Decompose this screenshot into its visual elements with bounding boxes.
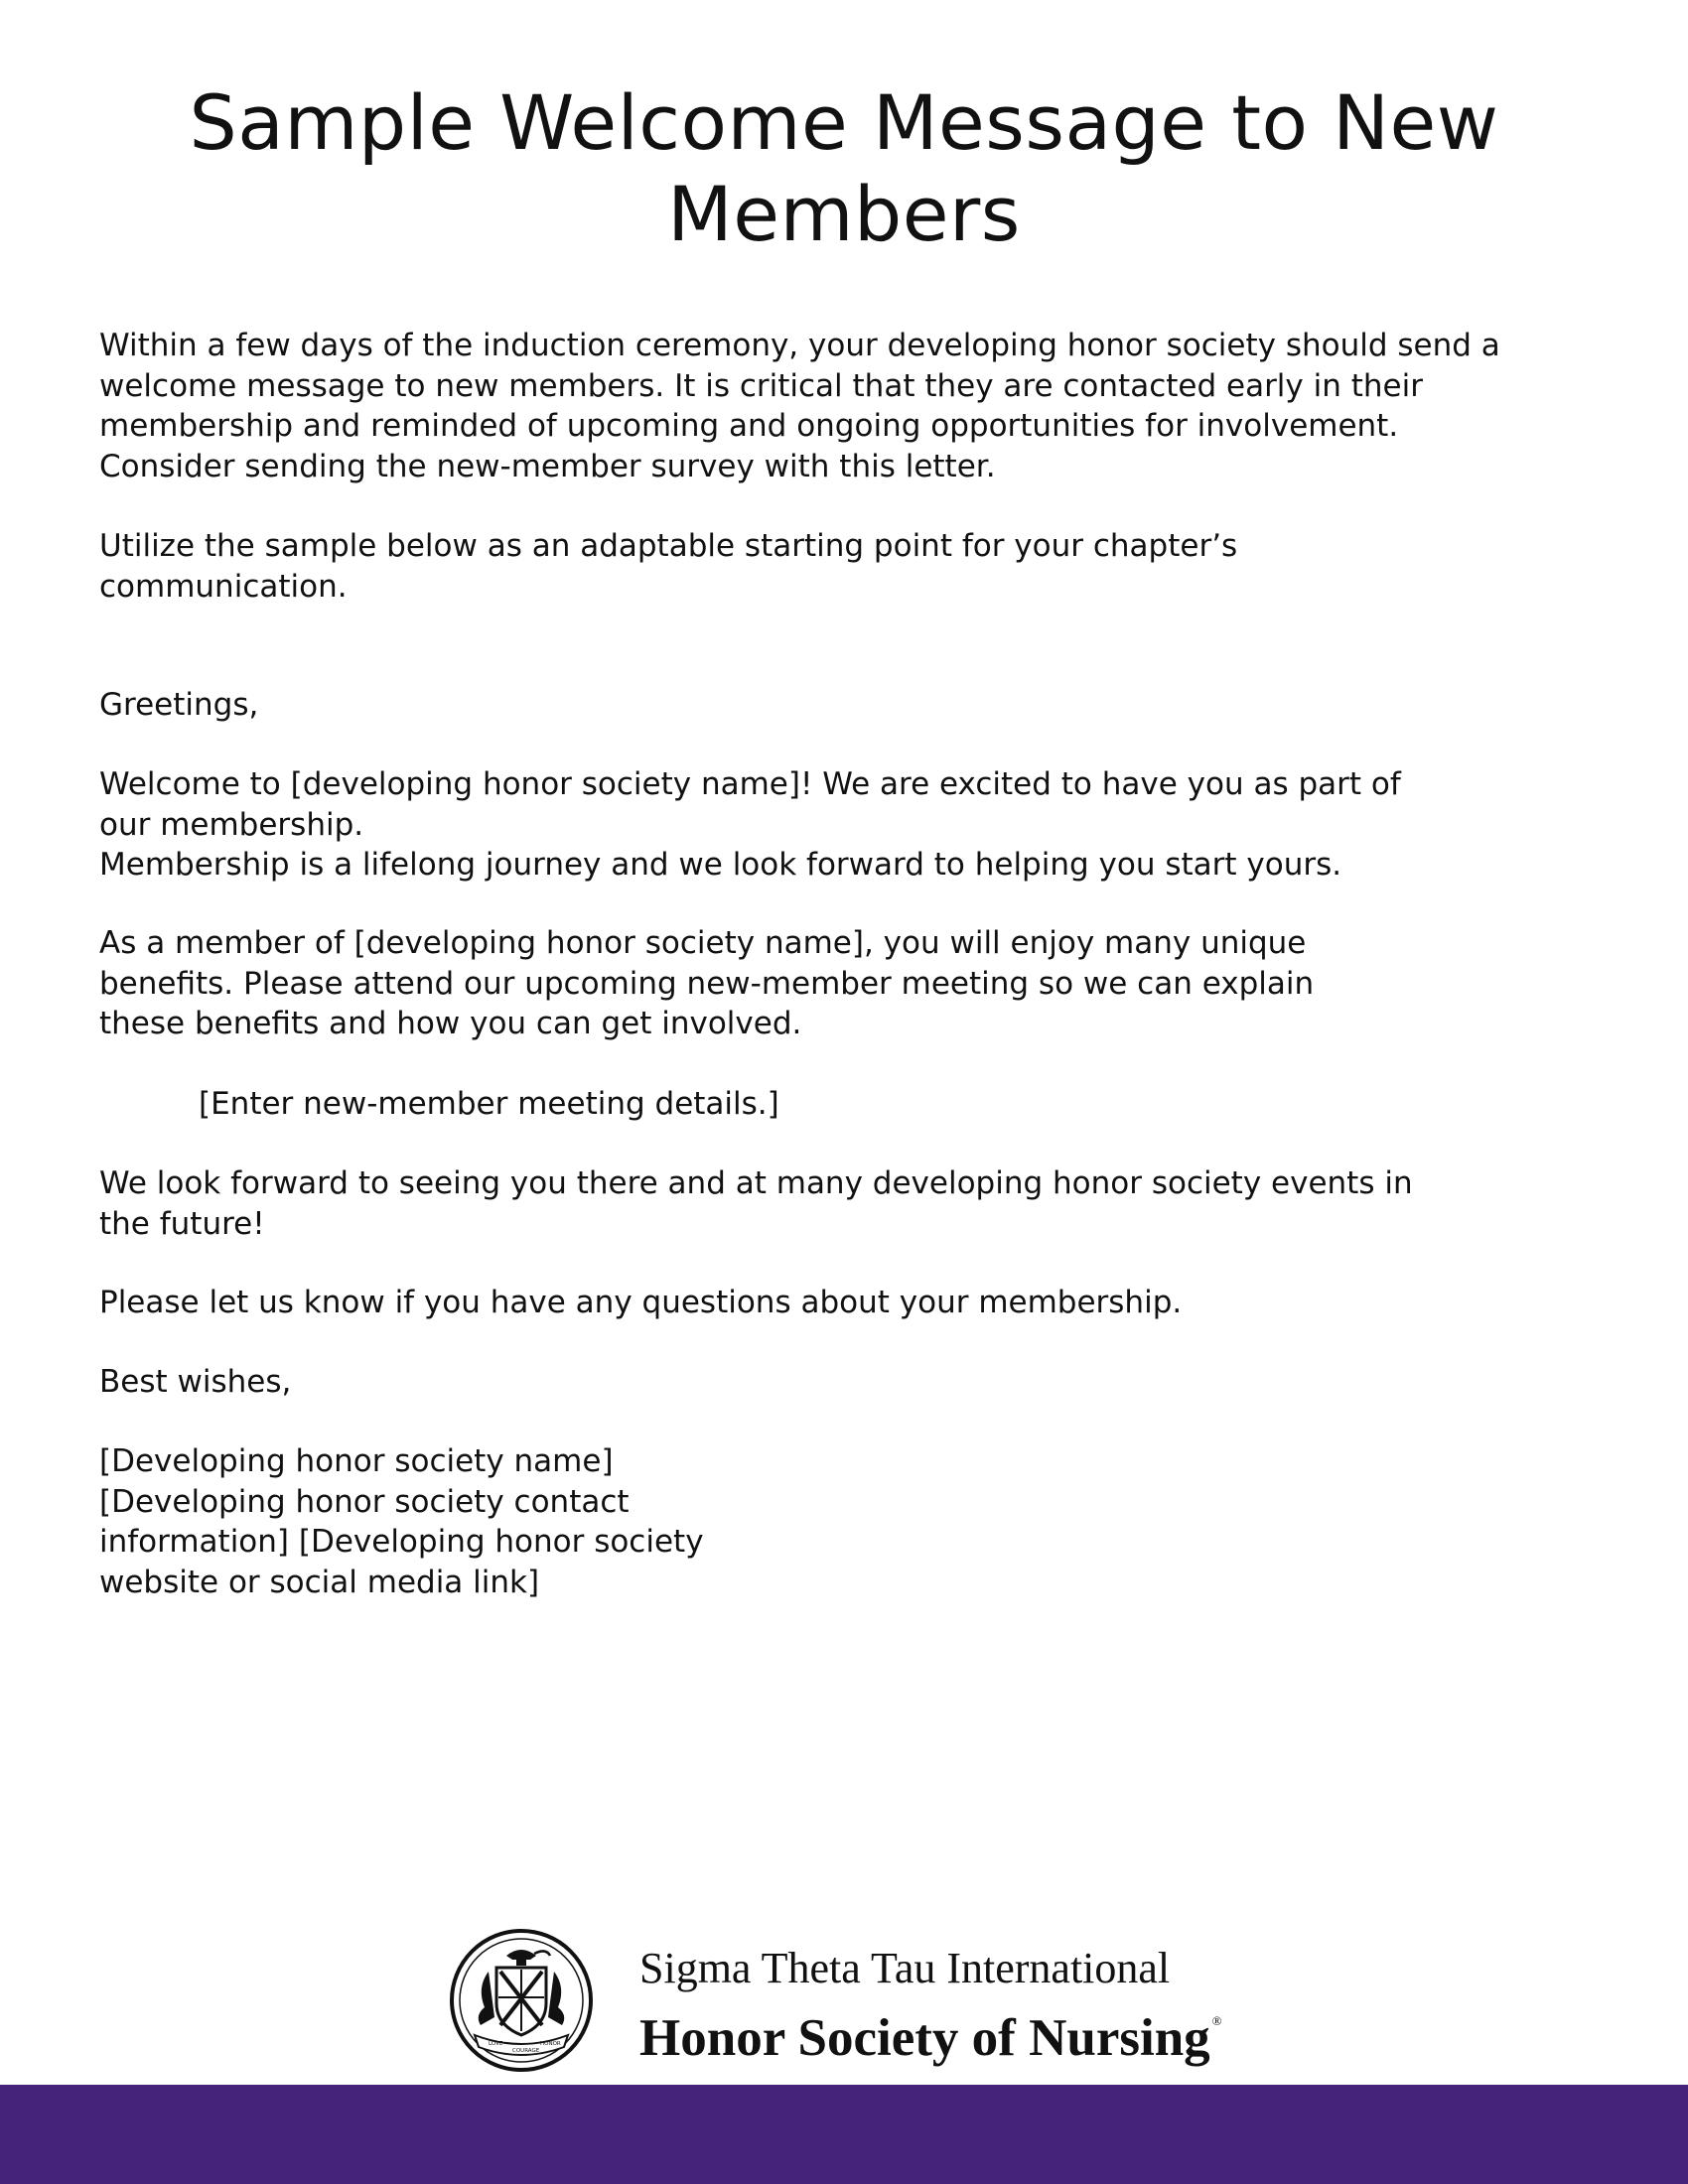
instruction-paragraph: Utilize the sample below as an adaptable starting point for your chapter’s communication. xyxy=(99,528,1238,605)
meeting-details-placeholder: [Enter new-member meeting details.] xyxy=(199,1086,779,1122)
organization-logo xyxy=(447,1926,1241,2075)
seal-motto-left: LOVE xyxy=(489,2041,503,2047)
letter-questions-paragraph: Please let us know if you have any questions about your membership. xyxy=(99,1285,1183,1320)
letter-benefits-paragraph: As a member of [developing honor society name], you will enjoy many unique benefits. Please attend our upcoming new-member meeting so we can explain these benefits and how you can get involved. xyxy=(99,925,1315,1041)
letter-greeting: Greetings, xyxy=(99,687,259,723)
seal-motto-center: COURAGE xyxy=(512,2048,540,2054)
page-title: Sample Welcome Message to New Members xyxy=(189,78,1499,258)
letter-look-forward-paragraph: We look forward to seeing you there and at many developing honor society events in the future! xyxy=(99,1165,1413,1242)
organization-name-line-2 xyxy=(639,1991,1222,2068)
registered-trademark-mark: ® xyxy=(1211,2013,1222,2028)
letter-welcome-paragraph: Welcome to [developing honor society name]! We are excited to have you as part of our membership. Membership is a lifelong journey and we look forward to helping you start yours. xyxy=(99,766,1401,883)
footer-color-band xyxy=(0,2085,1688,2184)
organization-name-line-2-text: Honor Society of Nursing xyxy=(639,2009,1210,2067)
seal-motto-right: HONOR xyxy=(540,2041,561,2047)
crest-seal-icon xyxy=(447,1926,596,2075)
letter-closing: Best wishes, xyxy=(99,1364,292,1400)
intro-paragraph: Within a few days of the induction ceremony, your developing honor society should send a welcome message to new members. It is critical that they are contacted early in their membership and reminded of upcoming and ongoing opportunities for involvement. Consider sending the new-member survey with this letter. xyxy=(99,328,1500,484)
organization-name-line-1: Sigma Theta Tau International xyxy=(639,1944,1171,1992)
letter-signature-block: [Developing honor society name] [Developing honor society contact information] [Developing honor society website or social media link] xyxy=(99,1443,704,1600)
